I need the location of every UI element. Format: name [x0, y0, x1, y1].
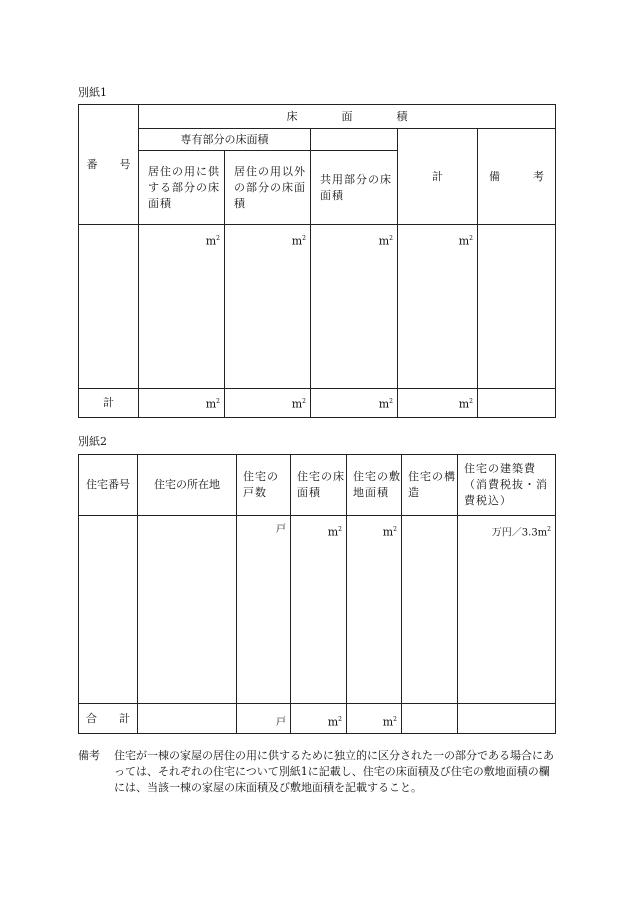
header-site-area: 住宅の敷地面積: [347, 455, 402, 516]
header-blank: [311, 129, 398, 151]
cell-structure: [402, 516, 458, 704]
total-residential: $m^2$: [139, 389, 225, 418]
total-row: [79, 389, 556, 418]
total-nonresidential: $m^2$: [225, 389, 311, 418]
header-private-area: 専有部分の床面積: [139, 129, 311, 151]
header-floor-area: 床 面 積: [139, 105, 556, 129]
header-notes: 備 考: [478, 129, 556, 225]
attachment2-table: [78, 454, 556, 734]
cell-floor-area: $m^2$: [291, 516, 347, 704]
total-notes: [478, 389, 556, 418]
cell-location: [138, 516, 237, 704]
table-row: [79, 516, 556, 704]
header-units: 住宅の戸数: [237, 455, 291, 516]
total-structure: [402, 704, 458, 734]
header-number: 番 号: [79, 105, 139, 225]
header-nonresidential-area: 居住の用以外の部分の床面積: [225, 151, 311, 225]
header-housing-number: 住宅番号: [79, 455, 138, 516]
total-site-area: $m^2$: [347, 704, 402, 734]
total-location: [138, 704, 237, 734]
cell-cost: 万円$/3.3m^2$: [458, 516, 556, 704]
cell-residential: $m^2$: [139, 225, 225, 389]
cell-housing-number: [79, 516, 138, 704]
header-residential-area: 居住の用に供する部分の床面積: [139, 151, 225, 225]
cell-total: $m^2$: [398, 225, 478, 389]
attachment2-caption: 別紙2: [78, 435, 107, 448]
total-cost: [458, 704, 556, 734]
total-units: 戸: [237, 704, 291, 734]
total-total: $m^2$: [398, 389, 478, 418]
header-common-area: 共用部分の床面積: [311, 151, 398, 225]
remarks-text: 住宅が一棟の家屋の居住の用に供するために独立的に区分された一の部分である場合にあっては、それぞれの住宅について別紙1に記載し、住宅の床面積及び住宅の敷地面積の欄には、当該一棟の家屋の床面積及び敷地面積を記載すること。: [114, 749, 554, 794]
cell-number: [79, 225, 139, 389]
total-label: 計: [79, 389, 139, 418]
cell-notes: [478, 225, 556, 389]
header-construction-cost: 住宅の建築費（消費税抜・消費税込）: [458, 455, 556, 516]
attachment1-table: [78, 104, 556, 418]
header-floor-area: 住宅の床面積: [291, 455, 347, 516]
cell-units: 戸: [237, 516, 291, 704]
header-location: 住宅の所在地: [138, 455, 237, 516]
cell-nonresidential: $m^2$: [225, 225, 311, 389]
remarks-note: [78, 748, 558, 796]
total-common: $m^2$: [311, 389, 398, 418]
attachment1-caption: 別紙1: [78, 86, 107, 99]
total-label: 合 計: [79, 704, 138, 734]
header-total: 計: [398, 129, 478, 225]
table-row: [79, 225, 556, 389]
total-row: [79, 704, 556, 734]
total-floor-area: $m^2$: [291, 704, 347, 734]
cell-site-area: $m^2$: [347, 516, 402, 704]
remarks-heading: 備考: [78, 749, 100, 762]
cell-common: $m^2$: [311, 225, 398, 389]
header-structure: 住宅の構造: [402, 455, 458, 516]
